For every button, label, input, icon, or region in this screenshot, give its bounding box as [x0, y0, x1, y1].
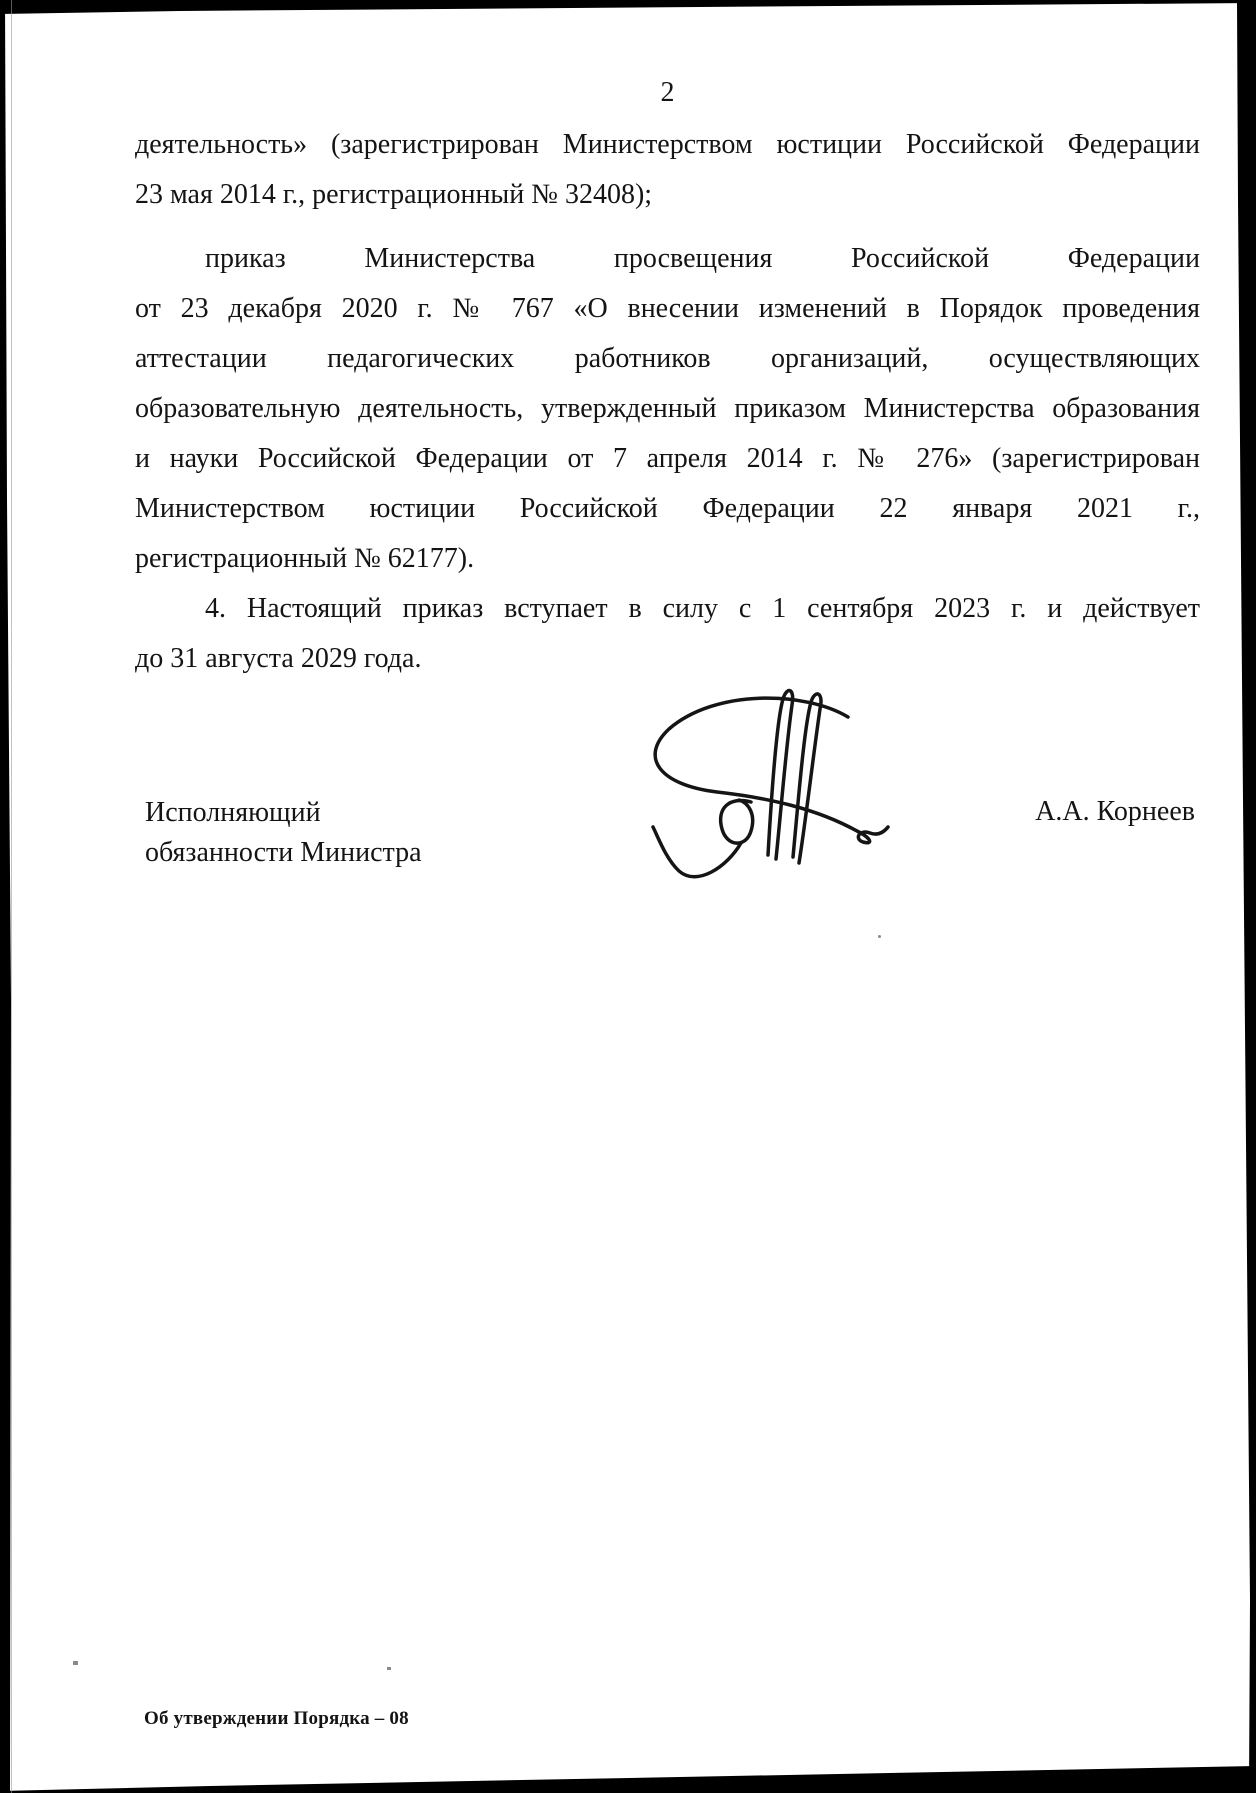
text-line: приказ Министерства просвещения Российской Федерации — [205, 243, 1200, 274]
scan-artifact-right-edge — [1237, 0, 1256, 1793]
signatory-role — [145, 793, 422, 873]
text-line: 23 мая 2014 г., регистрационный № 32408); — [135, 179, 653, 210]
text-line: деятельность» (зарегистрирован Министерством юстиции Российской Федерации — [135, 129, 1200, 160]
page-number: 2 — [660, 77, 675, 108]
text-line-clause-4: 4. Настоящий приказ вступает в силу с 1 сентября 2023 г. и действует — [205, 593, 1200, 624]
scan-speck — [73, 1661, 78, 1665]
signature-icon — [635, 685, 915, 890]
scan-artifact-left-edge — [0, 0, 11, 1793]
scan-artifact-top-edge — [0, 0, 1256, 14]
text-line: аттестации педагогических работников организаций, осуществляющих — [135, 343, 1200, 374]
footer-doc-ref: Об утверждении Порядка – 08 — [144, 1708, 409, 1729]
text-line: и науки Российской Федерации от 7 апреля 2014 г. № 276» (зарегистрирован — [135, 443, 1200, 474]
scan-speck — [878, 935, 881, 938]
scan-artifact-bottom-edge — [0, 1766, 1256, 1793]
text-line: от 23 декабря 2020 г. № 767 «О внесении изменений в Порядок проведения — [135, 293, 1200, 324]
text-line: регистрационный № 62177). — [135, 543, 475, 574]
signatory-role-line-2: обязанности Министра — [145, 837, 422, 868]
document-body — [135, 120, 1200, 684]
text-line: образовательную деятельность, утвержденный приказом Министерства образования — [135, 393, 1200, 424]
text-line: Министерством юстиции Российской Федерации 22 января 2021 г., — [135, 493, 1200, 524]
signer-name: А.А. Корнеев — [1035, 796, 1195, 827]
signatory-role-line-1: Исполняющий — [145, 797, 321, 828]
scan-speck — [387, 1667, 391, 1670]
text-line-clause-4: до 31 августа 2029 года. — [135, 643, 422, 674]
scan-artifact-gray-line — [11, 0, 12, 1793]
